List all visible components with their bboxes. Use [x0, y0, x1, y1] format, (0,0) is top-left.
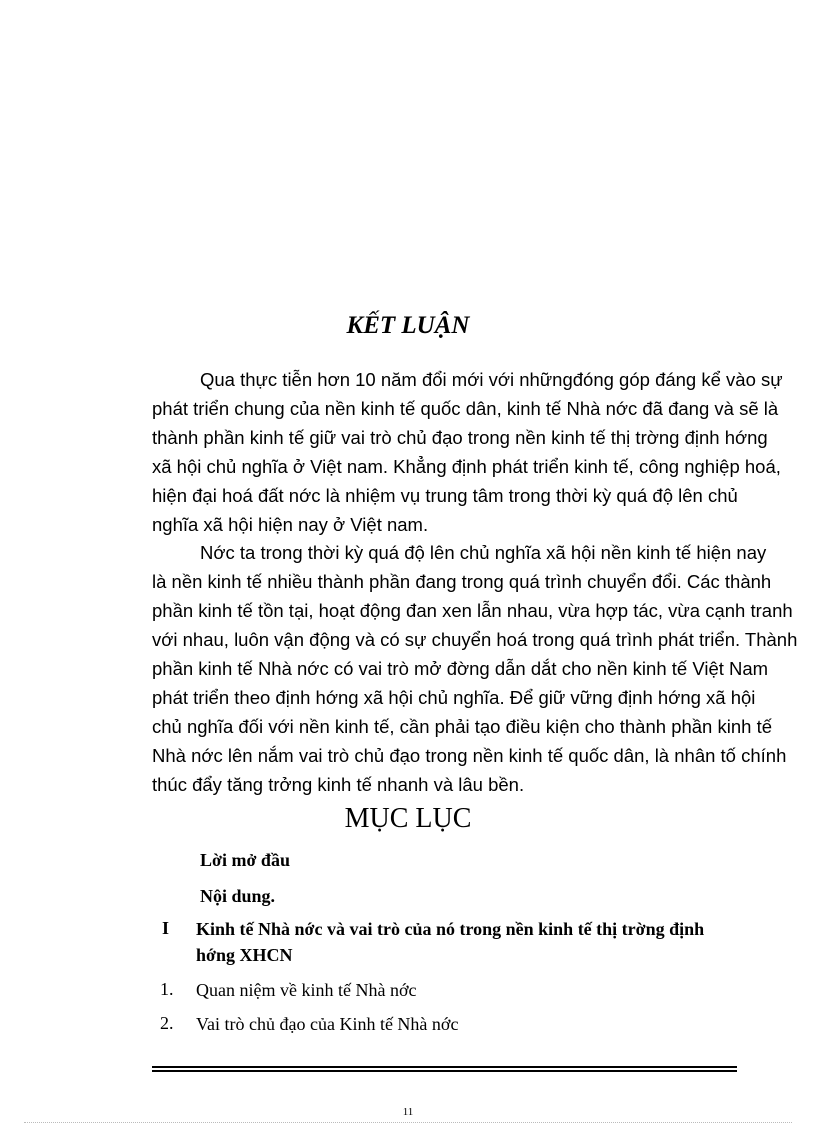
body-line: phần kinh tế tồn tại, hoạt động đan xen lẫn nhau, vừa hợp tác, vừa cạnh tranh [152, 600, 793, 621]
toc-item-number: 2. [160, 1013, 174, 1033]
body-line: thành phần kinh tế giữ vai trò chủ đạo trong nền kinh tế thị trờng định hớng [152, 427, 768, 448]
toc-item: Quan niệm về kinh tế Nhà nớc [196, 980, 417, 1000]
conclusion-title: KẾT LUẬN [346, 312, 470, 339]
body-line: nghĩa xã hội hiện nay ở Việt nam. [152, 514, 429, 535]
toc-item: Vai trò chủ đạo của Kinh tế Nhà nớc [196, 1014, 459, 1034]
page-number: 11 [402, 1106, 414, 1118]
body-line: với nhau, luôn vận động và có sự chuyển hoá trong quá trình phát triển. Thành [152, 629, 798, 650]
body-line: phát triển chung của nền kinh tế quốc dân, kinh tế Nhà nớc đã đang và sẽ là [152, 398, 779, 419]
body-line: phần kinh tế Nhà nớc có vai trò mở đờng dẫn dắt cho nền kinh tế Việt Nam [152, 658, 769, 679]
body-line: Qua thực tiễn hơn 10 năm đổi mới với nhữngđóng góp đáng kể vào sự [200, 369, 783, 390]
toc-intro: Lời mở đầu [200, 850, 290, 870]
toc-section-number: I [162, 918, 170, 938]
footer-rule [152, 1066, 737, 1068]
body-line: Nhà nớc lên nắm vai trò chủ đạo trong nền kinh tế quốc dân, là nhân tố chính [152, 745, 787, 766]
toc-item-number: 1. [160, 979, 174, 999]
body-line: chủ nghĩa đối với nền kinh tế, cần phải tạo điều kiện cho thành phần kinh tế [152, 716, 772, 737]
toc-section-title-cont: hớng XHCN [196, 945, 293, 965]
toc-content: Nội dung. [200, 886, 276, 906]
toc-title: MỤC LỤC [344, 803, 472, 834]
body-line: thúc đẩy tăng trởng kinh tế nhanh và lâu bền. [152, 774, 525, 795]
body-line: là nền kinh tế nhiều thành phần đang trong quá trình chuyển đổi. Các thành [152, 571, 772, 592]
body-line: xã hội chủ nghĩa ở Việt nam. Khẳng định phát triển kinh tế, công nghiệp hoá, [152, 456, 781, 477]
toc-section-title: Kinh tế Nhà nớc và vai trò của nó trong nền kinh tế thị trờng định [196, 919, 705, 939]
body-line: hiện đại hoá đất nớc là nhiệm vụ trung tâm trong thời kỳ quá độ lên chủ [152, 485, 738, 506]
footer-rule [152, 1070, 737, 1072]
body-line: phát triển theo định hớng xã hội chủ nghĩa. Để giữ vững định hớng xã hội [152, 687, 756, 708]
body-line: Nớc ta trong thời kỳ quá độ lên chủ nghĩa xã hội nền kinh tế hiện nay [200, 542, 767, 563]
